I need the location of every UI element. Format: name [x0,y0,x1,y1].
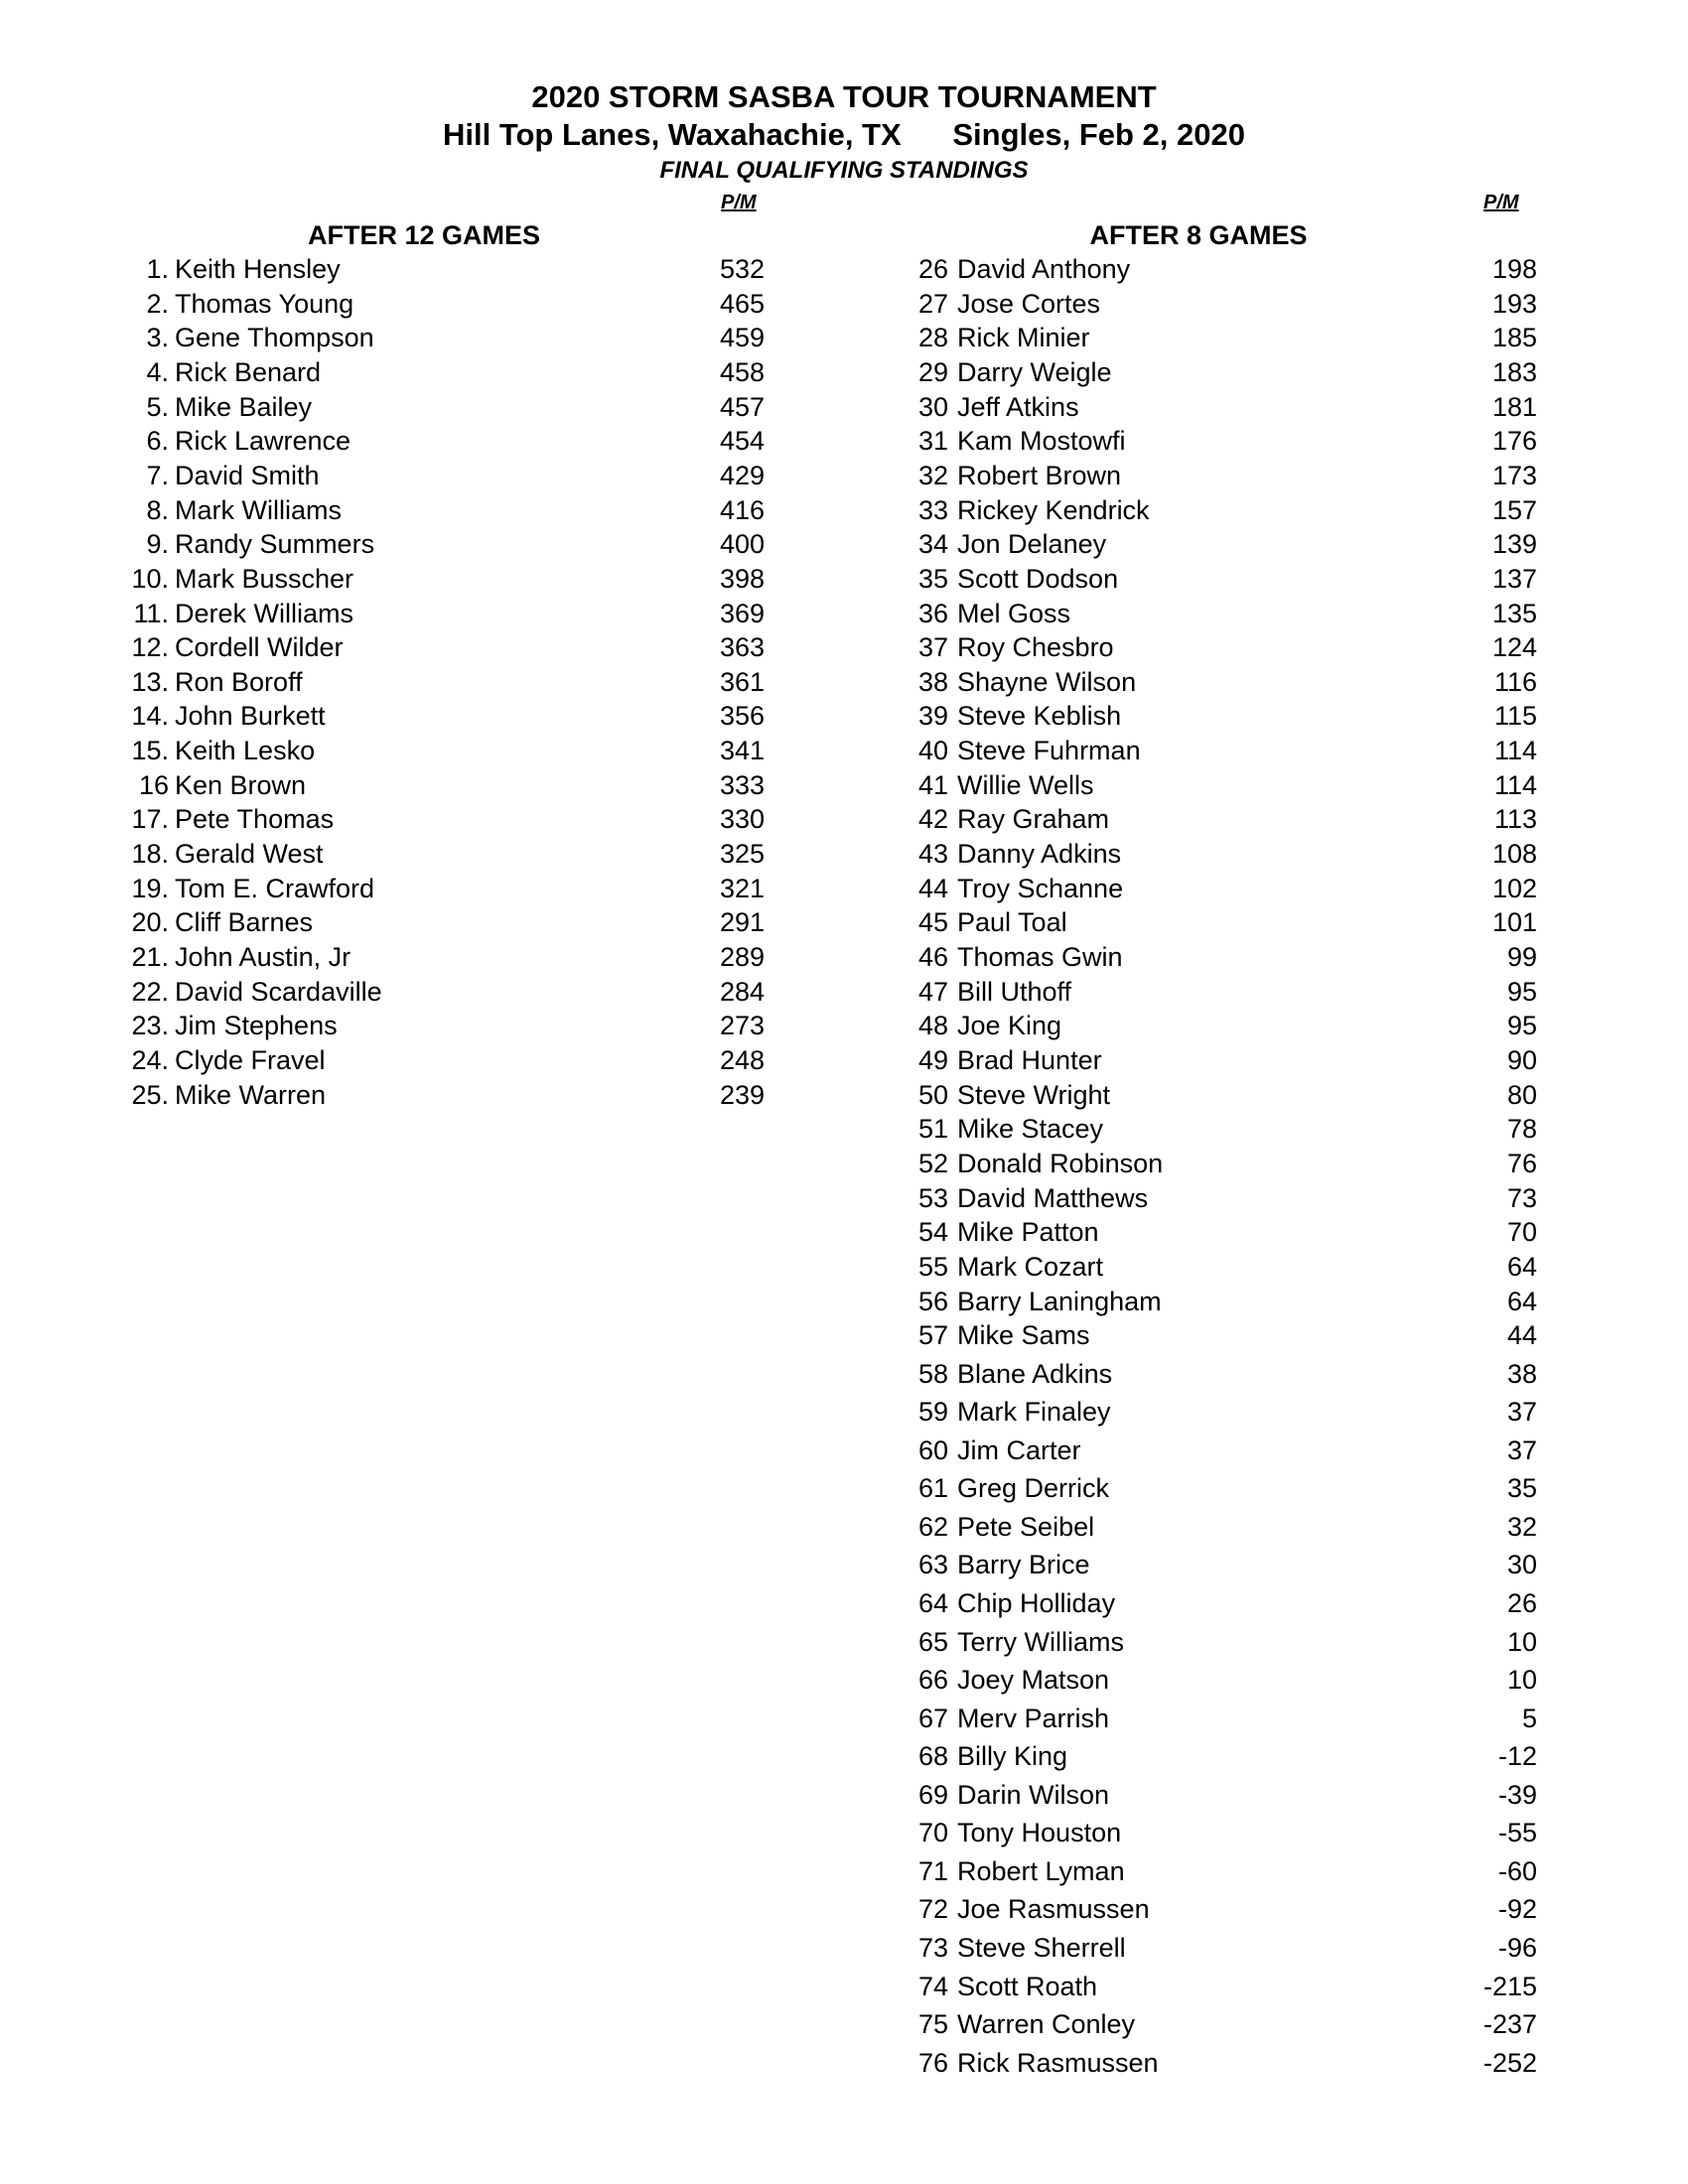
plus-minus-value: 115 [1493,701,1537,732]
plus-minus-value: 73 [1506,1182,1537,1213]
bowler-name: Randy Summers [175,529,375,560]
rank-number: 56 [917,1286,948,1316]
rank-number: 3. [146,323,169,353]
plus-minus-value: 70 [1506,1217,1537,1248]
tournament-title: 2020 STORM SASBA TOUR TOURNAMENT [531,79,1157,114]
rank-number: 57 [917,1320,948,1351]
plus-minus-value: 341 [719,736,765,766]
plus-minus-value: 289 [719,942,765,972]
bowler-name: Mike Stacey [957,1114,1104,1145]
rank-number: 65 [917,1626,948,1657]
bowler-name: Mark Cozart [957,1251,1104,1282]
bowler-name: Barry Laningham [957,1286,1162,1316]
rank-number: 38 [917,666,948,697]
left-pm-header: P/M [721,192,757,213]
rank-number: 13. [131,666,169,697]
bowler-name: Tom E. Crawford [175,873,375,903]
bowler-name: Terry Williams [957,1626,1124,1657]
rank-number: 62 [917,1511,948,1542]
bowler-name: Scott Dodson [957,563,1119,594]
rank-number: 41 [917,769,948,800]
rank-number: 55 [917,1251,948,1282]
bowler-name: Willie Wells [957,769,1094,800]
plus-minus-value: 44 [1506,1320,1537,1351]
bowler-name: Steve Wright [957,1079,1111,1110]
plus-minus-value: 465 [719,288,765,319]
rank-number: 1. [146,254,169,284]
bowler-name: Steve Fuhrman [957,736,1141,766]
plus-minus-value: 137 [1491,563,1537,594]
plus-minus-value: -92 [1497,1894,1537,1925]
plus-minus-value: 363 [719,632,765,663]
bowler-name: Barry Brice [957,1550,1090,1580]
rank-number: 36 [917,598,948,628]
plus-minus-value: 30 [1506,1550,1537,1580]
bowler-name: Mel Goss [957,598,1071,628]
rank-number: 42 [917,804,948,835]
plus-minus-value: 95 [1506,976,1537,1007]
rank-number: 39 [917,701,948,732]
bowler-name: Greg Derrick [957,1473,1110,1504]
bowler-name: Jim Carter [957,1434,1081,1465]
bowler-name: Mark Finaley [957,1397,1111,1428]
plus-minus-value: 37 [1506,1397,1537,1428]
bowler-name: Ken Brown [175,769,307,800]
rank-number: 7. [146,460,169,490]
bowler-name: Billy King [957,1741,1068,1772]
rank-number: 37 [917,632,948,663]
plus-minus-value: 38 [1506,1358,1537,1389]
plus-minus-value: 90 [1506,1044,1537,1075]
plus-minus-value: 239 [719,1079,765,1110]
bowler-name: Kam Mostowfi [957,426,1126,457]
rank-number: 8. [146,494,169,525]
rank-number: 67 [917,1703,948,1733]
plus-minus-value: 10 [1506,1626,1537,1657]
rank-number: 70 [917,1818,948,1848]
rank-number: 5. [146,391,169,422]
bowler-name: John Austin, Jr [175,942,352,972]
rank-number: 17. [131,804,169,835]
bowler-name: Jon Delaney [957,529,1107,560]
bowler-name: Paul Toal [957,907,1067,938]
rank-number: 16 [138,769,169,800]
bowler-name: John Burkett [175,701,326,732]
bowler-name: Jose Cortes [957,288,1101,319]
rank-number: 30 [917,391,948,422]
plus-minus-value: 398 [719,563,765,594]
plus-minus-value: 416 [719,494,765,525]
rank-number: 47 [917,976,948,1007]
bowler-name: Troy Schanne [957,873,1124,903]
rank-number: 29 [917,356,948,387]
bowler-name: Rickey Kendrick [957,494,1150,525]
bowler-name: Pete Seibel [957,1511,1095,1542]
plus-minus-value: 76 [1506,1148,1537,1178]
bowler-name: Cliff Barnes [175,907,314,938]
bowler-name: Merv Parrish [957,1703,1110,1733]
rank-number: 10. [131,563,169,594]
rank-number: 76 [917,2047,948,2078]
plus-minus-value: 139 [1491,529,1537,560]
rank-number: 60 [917,1434,948,1465]
rank-number: 44 [917,873,948,903]
rank-number: 59 [917,1397,948,1428]
bowler-name: David Smith [175,460,320,490]
plus-minus-value: -237 [1482,2009,1537,2040]
right-column-heading: AFTER 8 GAMES [1089,220,1308,250]
rank-number: 52 [917,1148,948,1178]
bowler-name: David Matthews [957,1182,1149,1213]
rank-number: 40 [917,736,948,766]
standings-caption: FINAL QUALIFYING STANDINGS [659,157,1029,184]
bowler-name: Joey Matson [957,1665,1110,1696]
rank-number: 43 [917,839,948,870]
plus-minus-value: 532 [719,254,765,284]
plus-minus-value: 181 [1491,391,1537,422]
bowler-name: Shayne Wilson [957,666,1137,697]
rank-number: 45 [917,907,948,938]
plus-minus-value: 35 [1506,1473,1537,1504]
rank-number: 69 [917,1779,948,1810]
bowler-name: Keith Lesko [175,736,316,766]
plus-minus-value: -60 [1497,1855,1537,1886]
plus-minus-value: 10 [1506,1665,1537,1696]
plus-minus-value: 458 [719,356,765,387]
rank-number: 14. [131,701,169,732]
rank-number: 64 [917,1588,948,1618]
bowler-name: Mike Patton [957,1217,1099,1248]
rank-number: 53 [917,1182,948,1213]
bowler-name: Rick Benard [175,356,322,387]
plus-minus-value: 95 [1506,1011,1537,1041]
plus-minus-value: 176 [1491,426,1537,457]
plus-minus-value: 78 [1506,1114,1537,1145]
plus-minus-value: 183 [1491,356,1537,387]
bowler-name: David Scardaville [175,976,382,1007]
bowler-name: Steve Sherrell [957,1932,1126,1963]
plus-minus-value: 157 [1491,494,1537,525]
bowler-name: Joe King [957,1011,1062,1041]
rank-number: 15. [131,736,169,766]
plus-minus-value: 114 [1493,769,1537,800]
bowler-name: Darin Wilson [957,1779,1110,1810]
bowler-name: Rick Rasmussen [957,2047,1159,2078]
plus-minus-value: 99 [1506,942,1537,972]
plus-minus-value: 26 [1506,1588,1537,1618]
rank-number: 12. [131,632,169,663]
rank-number: 72 [917,1894,948,1925]
plus-minus-value: 124 [1491,632,1537,663]
bowler-name: Brad Hunter [957,1044,1102,1075]
rank-number: 31 [917,426,948,457]
plus-minus-value: -215 [1482,1971,1537,2001]
bowler-name: Jeff Atkins [957,391,1079,422]
plus-minus-value: 116 [1493,666,1537,697]
rank-number: 22. [131,976,169,1007]
bowler-name: Thomas Gwin [957,942,1123,972]
plus-minus-value: 114 [1493,736,1537,766]
bowler-name: Bill Uthoff [957,976,1072,1007]
plus-minus-value: 37 [1506,1434,1537,1465]
rank-number: 58 [917,1358,948,1389]
rank-number: 50 [917,1079,948,1110]
plus-minus-value: 457 [719,391,765,422]
bowler-name: Darry Weigle [957,356,1112,387]
bowler-name: Blane Adkins [957,1358,1113,1389]
plus-minus-value: 193 [1491,288,1537,319]
bowler-name: Roy Chesbro [957,632,1114,663]
plus-minus-value: -39 [1497,1779,1537,1810]
bowler-name: Pete Thomas [175,804,335,835]
right-pm-header: P/M [1483,192,1519,213]
rank-number: 20. [131,907,169,938]
rank-number: 6. [146,426,169,457]
rank-number: 48 [917,1011,948,1041]
bowler-name: Keith Hensley [175,254,341,284]
plus-minus-value: 173 [1491,460,1537,490]
bowler-name: Mark Williams [175,494,342,525]
plus-minus-value: 429 [719,460,765,490]
bowler-name: Mike Bailey [175,391,313,422]
plus-minus-value: 273 [719,1011,765,1041]
plus-minus-value: -96 [1497,1932,1537,1963]
plus-minus-value: -55 [1497,1818,1537,1848]
bowler-name: Warren Conley [957,2009,1136,2040]
rank-number: 34 [917,529,948,560]
plus-minus-value: 198 [1491,254,1537,284]
bowler-name: Steve Keblish [957,701,1122,732]
bowler-name: Clyde Fravel [175,1044,326,1075]
rank-number: 63 [917,1550,948,1580]
plus-minus-value: 400 [719,529,765,560]
plus-minus-value: 459 [719,323,765,353]
rank-number: 49 [917,1044,948,1075]
plus-minus-value: 369 [719,598,765,628]
plus-minus-value: 101 [1491,907,1537,938]
rank-number: 32 [917,460,948,490]
bowler-name: Robert Brown [957,460,1122,490]
plus-minus-value: 325 [719,839,765,870]
rank-number: 68 [917,1741,948,1772]
rank-number: 25. [131,1079,169,1110]
plus-minus-value: -252 [1482,2047,1537,2078]
bowler-name: Robert Lyman [957,1855,1125,1886]
bowler-name: Tony Houston [957,1818,1122,1848]
rank-number: 35 [917,563,948,594]
bowler-name: Joe Rasmussen [957,1894,1150,1925]
plus-minus-value: 5 [1521,1703,1537,1733]
bowler-name: Thomas Young [175,288,354,319]
rank-number: 4. [146,356,169,387]
plus-minus-value: 454 [719,426,765,457]
plus-minus-value: 108 [1491,839,1537,870]
plus-minus-value: 185 [1491,323,1537,353]
plus-minus-value: 291 [719,907,765,938]
plus-minus-value: -12 [1497,1741,1537,1772]
bowler-name: Ray Graham [957,804,1110,835]
rank-number: 61 [917,1473,948,1504]
bowler-name: Gerald West [175,839,324,870]
rank-number: 51 [917,1114,948,1145]
bowler-name: Jim Stephens [175,1011,338,1041]
bowler-name: David Anthony [957,254,1131,284]
plus-minus-value: 64 [1506,1286,1537,1316]
bowler-name: Ron Boroff [175,666,303,697]
bowler-name: Chip Holliday [957,1588,1116,1618]
plus-minus-value: 32 [1506,1511,1537,1542]
bowler-name: Cordell Wilder [175,632,344,663]
rank-number: 28 [917,323,948,353]
rank-number: 23. [131,1011,169,1041]
bowler-name: Mark Busscher [175,563,354,594]
rank-number: 2. [146,288,169,319]
plus-minus-value: 284 [719,976,765,1007]
plus-minus-value: 113 [1493,804,1537,835]
rank-number: 74 [917,1971,948,2001]
rank-number: 18. [131,839,169,870]
rank-number: 11. [133,598,169,628]
plus-minus-value: 80 [1506,1079,1537,1110]
rank-number: 46 [917,942,948,972]
plus-minus-value: 321 [719,873,765,903]
plus-minus-value: 330 [719,804,765,835]
rank-number: 71 [917,1855,948,1886]
bowler-name: Rick Lawrence [175,426,352,457]
rank-number: 33 [917,494,948,525]
plus-minus-value: 135 [1491,598,1537,628]
plus-minus-value: 356 [719,701,765,732]
bowler-name: Gene Thompson [175,323,374,353]
bowler-name: Derek Williams [175,598,354,628]
bowler-name: Mike Sams [957,1320,1090,1351]
plus-minus-value: 248 [719,1044,765,1075]
bowler-name: Rick Minier [957,323,1090,353]
plus-minus-value: 64 [1506,1251,1537,1282]
rank-number: 66 [917,1665,948,1696]
bowler-name: Mike Warren [175,1079,327,1110]
plus-minus-value: 102 [1491,873,1537,903]
plus-minus-value: 333 [719,769,765,800]
tournament-subtitle: Hill Top Lanes, Waxahachie, TX Singles, Feb 2, 2020 [443,117,1245,152]
rank-number: 24. [131,1044,169,1075]
rank-number: 73 [917,1932,948,1963]
bowler-name: Donald Robinson [957,1148,1164,1178]
rank-number: 19. [131,873,169,903]
rank-number: 75 [917,2009,948,2040]
bowler-name: Scott Roath [957,1971,1098,2001]
left-column-heading: AFTER 12 GAMES [307,220,541,250]
rank-number: 54 [917,1217,948,1248]
rank-number: 21. [131,942,169,972]
bowler-name: Danny Adkins [957,839,1122,870]
rank-number: 27 [917,288,948,319]
rank-number: 26 [917,254,948,284]
rank-number: 9. [146,529,169,560]
plus-minus-value: 361 [719,666,765,697]
